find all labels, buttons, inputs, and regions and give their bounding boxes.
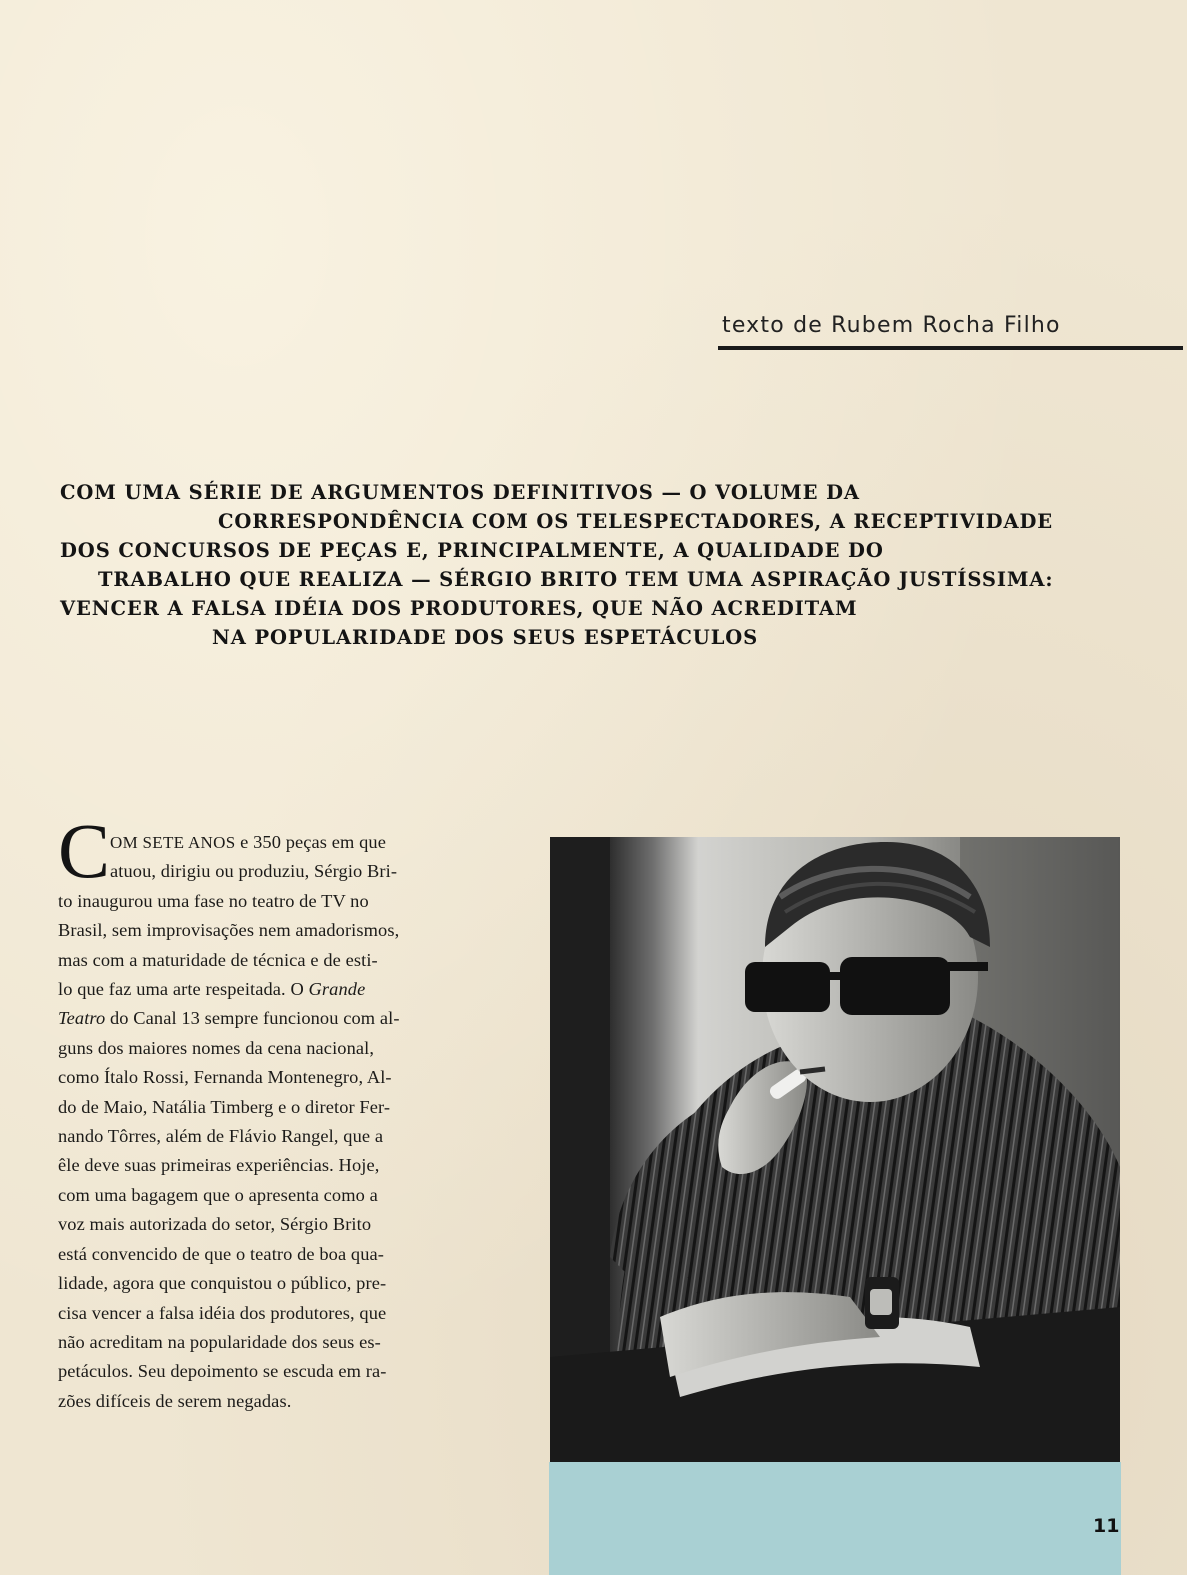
- body-line: não acreditam na popularidade dos seus es-: [58, 1331, 381, 1352]
- body-line: atuou, dirigiu ou produziu, Sérgio Bri-: [110, 861, 398, 882]
- body-line: voz mais autorizada do setor, Sérgio Brito: [58, 1214, 372, 1235]
- body-line: petáculos. Seu depoimento se escuda em ra-: [58, 1361, 387, 1382]
- body-line: como Ítalo Rossi, Fernanda Montenegro, Al-: [58, 1067, 392, 1088]
- author-byline: texto de Rubem Rocha Filho: [722, 313, 1061, 338]
- article-deck: [60, 478, 1140, 652]
- color-block: [549, 1462, 1121, 1575]
- article-body: [58, 828, 518, 1416]
- byline-rule: [718, 346, 1183, 350]
- body-line: lidade, agora que conquistou o público, pre-: [58, 1273, 387, 1294]
- body-line: to inaugurou uma fase no teatro de TV no: [58, 890, 369, 911]
- body-line: do de Maio, Natália Timberg e o diretor Fer-: [58, 1096, 391, 1117]
- body-line: OM SETE ANOS e 350 peças em que: [110, 832, 386, 852]
- body-line: Brasil, sem improvisações nem amadorismos,: [58, 920, 400, 941]
- deck-line: NA POPULARIDADE DOS SEUS ESPETÁCULOS: [212, 626, 759, 649]
- body-line: êle deve suas primeiras experiências. Hoje,: [58, 1155, 380, 1176]
- body-line: com uma bagagem que o apresenta como a: [58, 1184, 378, 1205]
- drop-cap: C: [58, 807, 111, 894]
- deck-line: CORRESPONDÊNCIA COM OS TELESPECTADORES, A RECEPTIVIDADE: [218, 510, 1054, 533]
- page-number: 11: [1093, 1515, 1120, 1537]
- body-line: lo que faz uma arte respeitada. O Grande: [58, 979, 366, 1000]
- body-line: Teatro do Canal 13 sempre funcionou com al-: [58, 1008, 400, 1029]
- body-line: nando Tôrres, além de Flávio Rangel, que a: [58, 1126, 384, 1147]
- body-line: mas com a maturidade de técnica e de esti-: [58, 949, 378, 970]
- deck-line: VENCER A FALSA IDÉIA DOS PRODUTORES, QUE NÃO ACREDITAM: [60, 597, 858, 620]
- deck-line: TRABALHO QUE REALIZA — SÉRGIO BRITO TEM UMA ASPIRAÇÃO JUSTÍSSIMA:: [98, 568, 1054, 591]
- portrait-photo: [550, 837, 1120, 1463]
- deck-line: COM UMA SÉRIE DE ARGUMENTOS DEFINITIVOS — O VOLUME DA: [60, 481, 860, 504]
- body-line: está convencido de que o teatro de boa qua-: [58, 1243, 385, 1264]
- deck-line: DOS CONCURSOS DE PEÇAS E, PRINCIPALMENTE, A QUALIDADE DO: [60, 539, 884, 562]
- body-line: zões difíceis de serem negadas.: [58, 1390, 292, 1411]
- body-line: cisa vencer a falsa idéia dos produtores, que: [58, 1302, 387, 1323]
- body-line: guns dos maiores nomes da cena nacional,: [58, 1037, 375, 1058]
